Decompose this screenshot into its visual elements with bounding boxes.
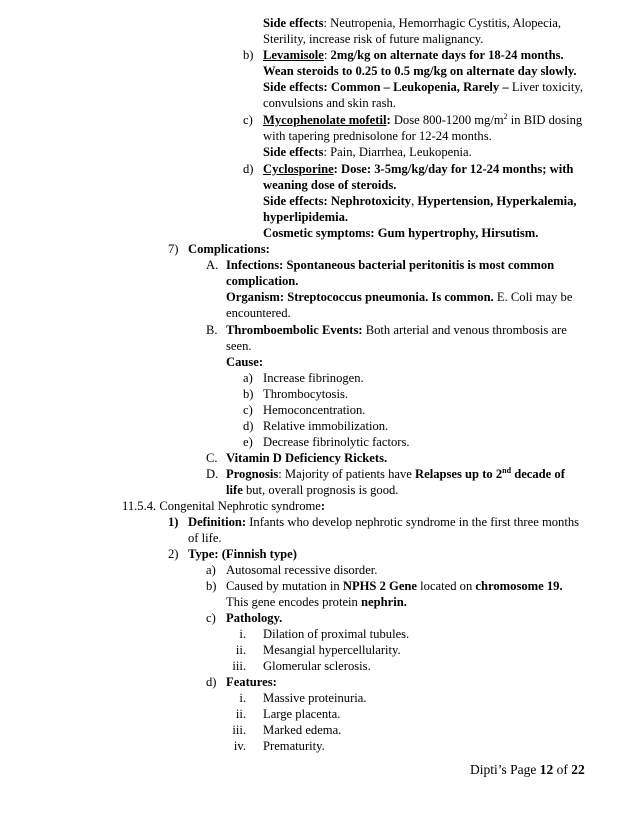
list-item: Prematurity.	[263, 739, 325, 753]
list-marker: C.	[206, 451, 218, 465]
vitamin-d-line: Vitamin D Deficiency Rickets.	[226, 451, 388, 465]
page-number: 12	[539, 762, 554, 777]
list-marker: A.	[206, 258, 219, 272]
levamisole-name: Levamisole	[263, 48, 324, 62]
text-line: complication.	[226, 274, 299, 288]
list-marker: d)	[206, 675, 217, 689]
text-line: weaning dose of steroids.	[263, 178, 397, 192]
thromboembolic-line: Thromboembolic Events: Both arterial and venous thrombosis are	[226, 323, 567, 337]
levamisole-wean: Wean steroids to 0.25 to 0.5 mg/kg on alternate day slowly.	[263, 64, 577, 78]
cause-label: Cause:	[226, 355, 264, 369]
list-item: Thrombocytosis.	[263, 387, 349, 401]
features-heading: Features:	[226, 675, 277, 689]
list-marker: d)	[243, 419, 254, 433]
list-marker: 7)	[168, 242, 179, 256]
list-item: Glomerular sclerosis.	[263, 659, 371, 673]
type-heading: Type: (Finnish type)	[188, 547, 297, 561]
organism-line: Organism: Streptococcus pneumonia. Is common. E. Coli may be	[226, 290, 573, 304]
text-line: convulsions and skin rash.	[263, 96, 396, 110]
definition-line: Definition: Infants who develop nephrotic syndrome in the first three months	[188, 515, 580, 529]
text-line: encountered.	[226, 306, 291, 320]
cyclophosphamide-side-effects-line	[263, 16, 561, 32]
list-marker: iii.	[232, 659, 246, 673]
levamisole-line: Levamisole: 2mg/kg on alternate days for 18-24 months.	[263, 48, 564, 62]
list-item: Relative immobilization.	[263, 419, 389, 433]
list-item: Massive proteinuria.	[263, 691, 367, 705]
list-marker: i.	[239, 691, 246, 705]
list-marker: iv.	[233, 739, 246, 753]
text-line: Sterility, increase risk of future malignancy.	[263, 32, 484, 46]
list-marker: b)	[206, 579, 217, 593]
list-marker: a)	[206, 563, 216, 577]
list-marker: b)	[243, 387, 254, 401]
cosmetic-symptoms: Cosmetic symptoms: Gum hypertrophy, Hirsutism.	[263, 226, 539, 240]
list-marker: 1)	[168, 515, 179, 529]
list-item: Decrease fibrinolytic factors.	[263, 435, 410, 449]
side-effects-text: : Neutropenia, Hemorrhagic Cystitis, Alopecia,	[323, 16, 561, 30]
list-marker: ii.	[235, 643, 246, 657]
list-item: Marked edema.	[263, 723, 342, 737]
page-footer: Dipti’s Page 12 of 22	[470, 762, 585, 777]
list-marker: a)	[243, 371, 253, 385]
complications-heading: Complications:	[188, 242, 270, 256]
list-marker: c)	[243, 113, 253, 127]
list-marker: d)	[243, 162, 254, 176]
text-line: of life.	[188, 531, 222, 545]
list-marker: c)	[243, 403, 253, 417]
list-item: Mesangial hypercellularity.	[263, 643, 401, 657]
list-item: Autosomal recessive disorder.	[226, 563, 378, 577]
pathology-heading: Pathology.	[226, 611, 283, 625]
infections-line: Infections: Spontaneous bacterial peritonitis is most common	[226, 258, 555, 272]
list-marker: e)	[243, 435, 253, 449]
list-marker: D.	[206, 467, 219, 481]
levamisole-dose: 2mg/kg on alternate days for 18-24 months.	[330, 48, 564, 62]
list-marker: i.	[239, 627, 246, 641]
list-marker: 2)	[168, 547, 179, 561]
footer-prefix: Dipti’s Page	[470, 762, 540, 777]
list-item: Hemoconcentration.	[263, 403, 366, 417]
text-line: seen.	[226, 339, 252, 353]
levamisole-side-effects: Side effects: Common – Leukopenia, Rarely – Liver toxicity,	[263, 80, 584, 94]
mycophenolate-name: Mycophenolate mofetil	[263, 113, 387, 127]
prognosis-line-2: life but, overall prognosis is good.	[226, 483, 399, 497]
cyclosporine-side-effects: Side effects: Nephrotoxicity, Hypertension, Hyperkalemia,	[263, 194, 577, 208]
list-marker: b)	[243, 48, 254, 62]
list-marker: B.	[206, 323, 218, 337]
prognosis-line: Prognosis: Majority of patients have Relapses up to 2nd decade of	[226, 465, 565, 481]
page-total: 22	[571, 762, 585, 777]
cyclosporine-name: Cyclosporine	[263, 162, 334, 176]
nephrin-line: This gene encodes protein nephrin.	[226, 595, 407, 609]
list-marker: ii.	[235, 707, 246, 721]
list-item: Large placenta.	[263, 707, 341, 721]
section-heading: 11.5.4. Congenital Nephrotic syndrome:	[122, 499, 326, 513]
list-marker: c)	[206, 611, 216, 625]
list-item: Increase fibrinogen.	[263, 371, 364, 385]
side-effects-label: Side effects	[263, 16, 324, 30]
list-item: Dilation of proximal tubules.	[263, 627, 410, 641]
mycophenolate-line: Mycophenolate mofetil: Dose 800-1200 $mg/m^2$ in BID dosing	[263, 111, 583, 127]
text-line: with tapering prednisolone for 12-24 months.	[263, 129, 492, 143]
mycophenolate-side-effects: Side effects: Pain, Diarrhea, Leukopenia.	[263, 145, 472, 159]
list-marker: iii.	[232, 723, 246, 737]
mutation-line: Caused by mutation in NPHS 2 Gene located on chromosome 19.	[226, 579, 563, 593]
cyclosporine-line: Cyclosporine: Dose: 3-5mg/kg/day for 12-24 months; with	[263, 162, 574, 176]
text-line: hyperlipidemia.	[263, 210, 349, 224]
